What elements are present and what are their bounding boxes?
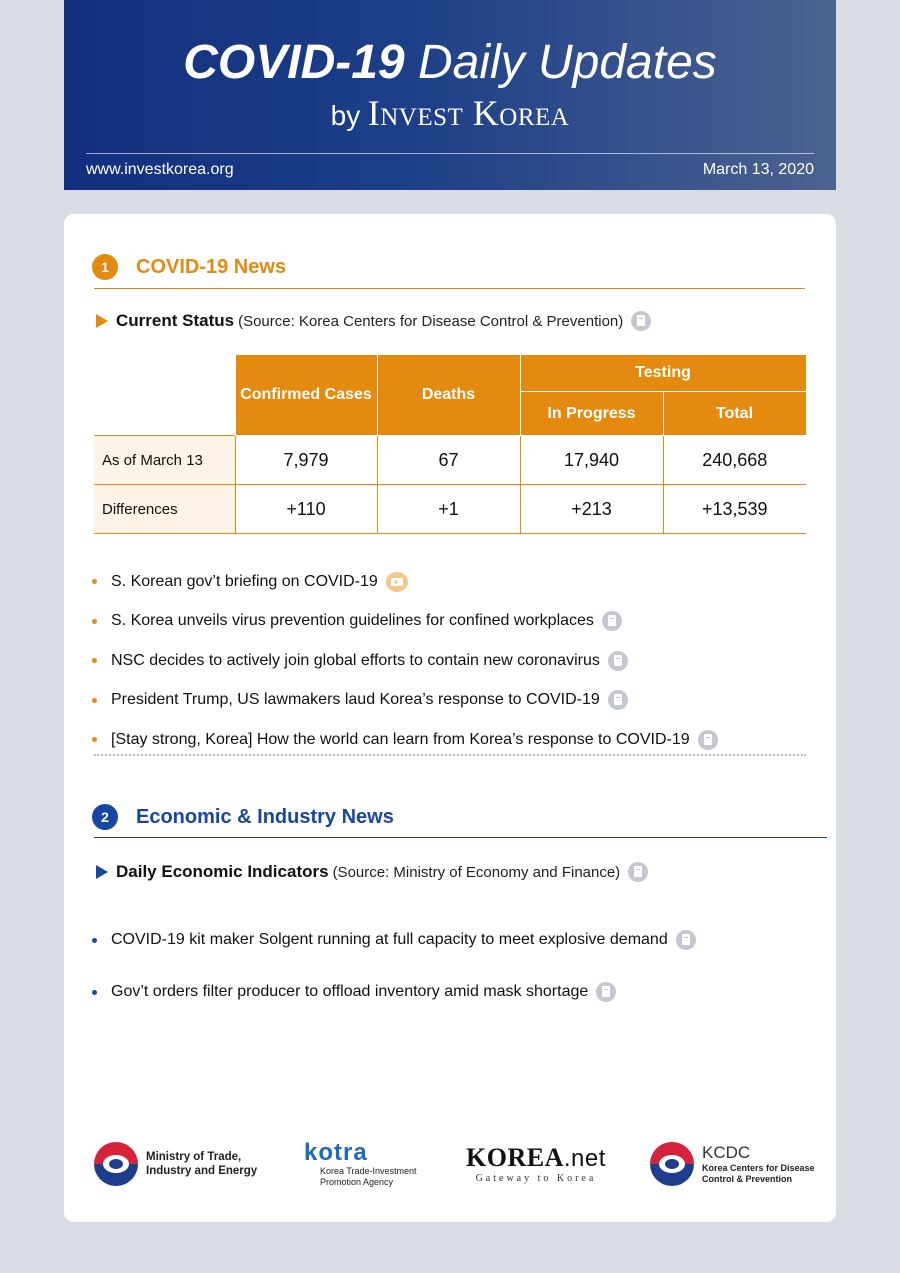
taegeuk-emblem-icon <box>650 1142 694 1186</box>
list-item[interactable] <box>92 914 696 966</box>
row-label: As of March 13 <box>94 436 235 485</box>
list-item[interactable] <box>92 681 718 721</box>
bullet-dot <box>92 698 97 703</box>
economic-news-list <box>92 914 696 1018</box>
cell-in-progress: 17,940 <box>520 436 663 485</box>
header-confirmed: Confirmed Cases <box>235 355 377 436</box>
article-icon[interactable] <box>608 690 628 710</box>
header-in-progress: In Progress <box>520 392 663 436</box>
section-number: 2 <box>92 804 118 830</box>
cell-in-progress: +213 <box>520 485 663 534</box>
status-table <box>94 354 807 534</box>
article-icon[interactable] <box>698 730 718 750</box>
current-status-heading: Current Status (Source: Korea Centers for Disease Control & Prevention) <box>96 311 651 331</box>
cell-confirmed: 7,979 <box>235 436 377 485</box>
table-corner <box>94 355 235 436</box>
cell-confirmed: +110 <box>235 485 377 534</box>
cell-deaths: +1 <box>377 485 520 534</box>
section-title: Economic & Industry News <box>136 805 394 828</box>
section-number: 1 <box>92 254 118 280</box>
table-row <box>94 436 806 485</box>
header-testing: Testing <box>520 355 806 392</box>
motie-logo: Ministry of Trade, Industry and Energy <box>94 1134 257 1194</box>
website-link[interactable]: www.investkorea.org <box>86 161 234 178</box>
bullet-dot <box>92 579 97 584</box>
kcdc-logo: KCDC Korea Centers for Disease Control & Prevention <box>650 1134 815 1194</box>
article-icon[interactable] <box>628 862 648 882</box>
triangle-bullet-icon <box>96 314 108 328</box>
section-divider <box>94 837 827 838</box>
cell-deaths: 67 <box>377 436 520 485</box>
list-item[interactable] <box>92 602 718 642</box>
bullet-dot <box>92 619 97 624</box>
article-icon[interactable] <box>631 311 651 331</box>
news-link[interactable]: COVID-19 kit maker Solgent running at full capacity to meet explosive demand <box>111 931 668 948</box>
bullet-dot <box>92 990 97 995</box>
triangle-bullet-icon <box>96 865 108 879</box>
list-item[interactable] <box>92 562 718 602</box>
cell-total: 240,668 <box>663 436 806 485</box>
footer-logos <box>64 1134 836 1194</box>
bullet-dot <box>92 938 97 943</box>
dotted-divider <box>94 754 806 756</box>
covid-news-list <box>92 562 718 760</box>
article-icon[interactable] <box>608 651 628 671</box>
koreanet-logo: KOREA.net Gateway to Korea <box>466 1143 606 1184</box>
brand-name: Invest Korea <box>367 93 570 133</box>
article-icon[interactable] <box>602 611 622 631</box>
news-link[interactable]: [Stay strong, Korea] How the world can learn from Korea’s response to COVID-19 <box>111 730 690 748</box>
list-item[interactable] <box>92 641 718 681</box>
bullet-dot <box>92 658 97 663</box>
section-divider <box>94 288 805 289</box>
news-link[interactable]: NSC decides to actively join global efforts to contain new coronavirus <box>111 651 600 669</box>
video-icon[interactable] <box>386 572 408 592</box>
cell-total: +13,539 <box>663 485 806 534</box>
page-subtitle: by Invest Korea <box>330 93 570 133</box>
news-link[interactable]: President Trump, US lawmakers laud Korea’s response to COVID-19 <box>111 691 600 709</box>
section-header-covid-news <box>92 254 286 280</box>
kotra-logo: kotra Korea Trade-Investment Promotion Agency <box>304 1139 417 1187</box>
section-title: COVID-19 News <box>136 255 287 278</box>
header-divider <box>86 153 814 154</box>
header-deaths: Deaths <box>377 355 520 436</box>
header-banner <box>64 0 836 190</box>
economic-indicators-heading: Daily Economic Indicators (Source: Ministry of Economy and Finance) <box>96 862 648 882</box>
news-link[interactable]: S. Korea unveils virus prevention guidelines for confined workplaces <box>111 612 594 630</box>
page-title: COVID-19 Daily Updates <box>183 36 717 89</box>
taegeuk-emblem-icon <box>94 1142 138 1186</box>
bullet-dot <box>92 737 97 742</box>
news-link[interactable]: S. Korean gov’t briefing on COVID-19 <box>111 572 378 590</box>
table-row <box>94 485 806 534</box>
article-icon[interactable] <box>676 930 696 950</box>
row-label: Differences <box>94 485 235 534</box>
news-link[interactable]: Gov’t orders filter producer to offload inventory amid mask shortage <box>111 983 589 1000</box>
content-card <box>64 214 836 1222</box>
issue-date: March 13, 2020 <box>702 161 814 178</box>
list-item[interactable] <box>92 966 696 1018</box>
header-total: Total <box>663 392 806 436</box>
section-header-economic-news <box>92 804 394 830</box>
article-icon[interactable] <box>596 982 616 1002</box>
